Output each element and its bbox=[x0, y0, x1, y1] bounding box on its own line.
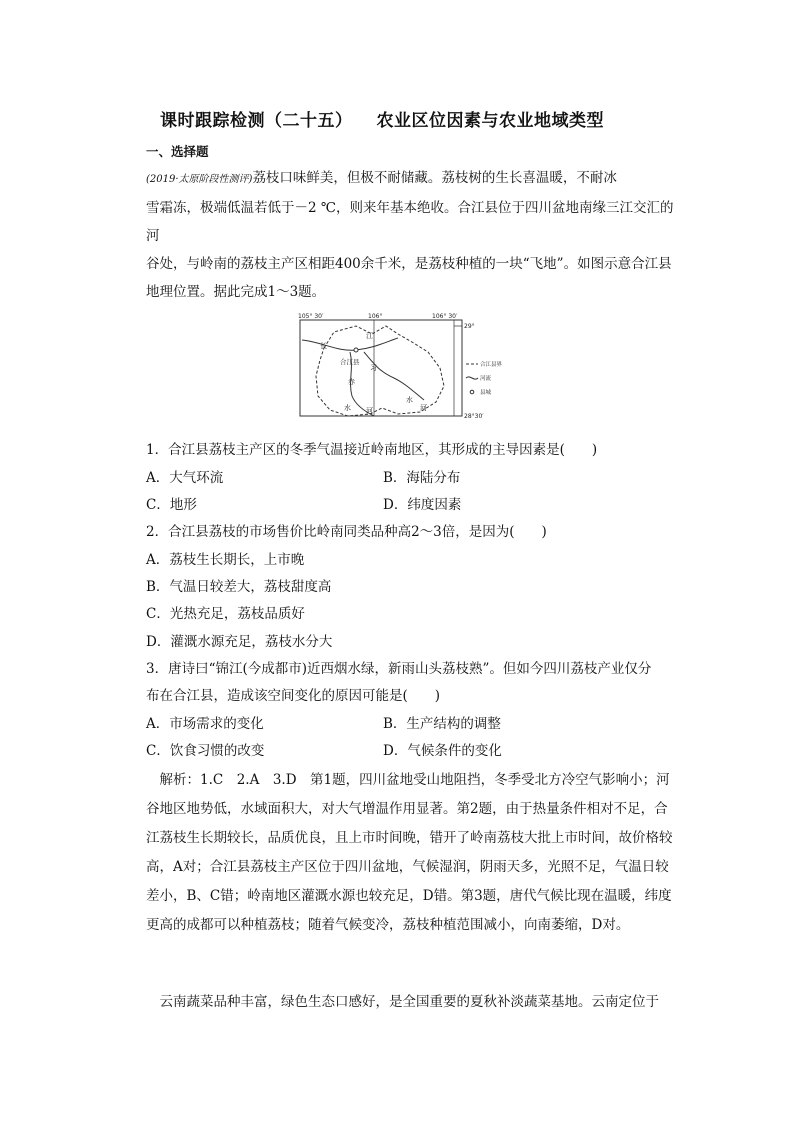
answer-line-6: 更高的成都可以种植荔枝；随着气候变冷，荔枝种植范围减小，向南萎缩，D对。 bbox=[146, 917, 630, 933]
legend-label: 河流 bbox=[480, 376, 492, 382]
river-label: 习 bbox=[370, 364, 377, 372]
question-1-option-c: C．地形 bbox=[146, 497, 197, 513]
intro-paragraph bbox=[146, 164, 676, 306]
county-name-label: 合江县 bbox=[340, 358, 360, 366]
next-line-1: 云南蔬菜品种丰富，绿色生态口感好，是全国重要的夏秋补淡蔬菜基地。云南定位于 bbox=[159, 994, 659, 1010]
question-3-option-a: A．市场需求的变化 bbox=[146, 716, 264, 732]
answer-line-3: 江荔枝生长期较长，品质优良，且上市时间晚，错开了岭南荔枝大批上市时间，故价格较 bbox=[146, 830, 673, 846]
source-note: (2019·太原阶段性测评) bbox=[146, 174, 253, 185]
question-3-stem-line-2: 布在合江县，造成该空间变化的原因可能是( ) bbox=[146, 688, 441, 704]
question-1-stem: 1．合江县荔枝主产区的冬季气温接近岭南地区，其形成的主导因素是( ) bbox=[146, 442, 598, 458]
lat-label: 29° bbox=[464, 323, 475, 330]
map-frame bbox=[300, 320, 462, 416]
yangtze-river bbox=[302, 338, 398, 350]
river-label: 长 bbox=[320, 342, 327, 350]
legend-label: 合江县界 bbox=[480, 362, 503, 368]
county-boundary bbox=[316, 326, 444, 416]
question-3-option-c: C．饮食习惯的改变 bbox=[146, 743, 265, 759]
location-map bbox=[294, 312, 508, 418]
intro-line-2: 雪霜冻，极端低温若低于－2 ℃，则来年基本绝收。合江县位于四川盆地南缘三江交汇的河 bbox=[146, 200, 674, 244]
lon-label: 106° bbox=[368, 313, 383, 320]
lon-label: 105° 30′ bbox=[298, 313, 324, 320]
river-label: 河 bbox=[366, 407, 373, 415]
lon-label: 106° 30′ bbox=[432, 313, 458, 320]
question-3-option-b: B．生产结构的调整 bbox=[383, 716, 501, 732]
legend-town-icon bbox=[470, 390, 474, 394]
page-title bbox=[160, 106, 660, 131]
question-2-option-b: B．气温日较差大，荔枝甜度高 bbox=[146, 579, 332, 595]
intro-line-1: (2019·太原阶段性测评)荔枝口味鲜美，但极不耐储藏。荔枝树的生长喜温暖，不耐冰 bbox=[146, 170, 617, 186]
legend-river-symbol bbox=[466, 377, 478, 379]
river-label: 赤 bbox=[348, 378, 355, 386]
river-label: 水 bbox=[344, 404, 351, 412]
question-2-option-c: C．光热充足，荔枝品质好 bbox=[146, 606, 305, 622]
legend-label: 县城 bbox=[480, 390, 492, 396]
question-2-option-a: A．荔枝生长期长，上市晚 bbox=[146, 552, 305, 568]
title-main: 课时跟踪检测（二十五） bbox=[160, 111, 353, 131]
county-town-icon bbox=[354, 348, 358, 352]
river-label: 水 bbox=[406, 396, 413, 404]
intro-line-4: 地理位置。据此完成1～3题。 bbox=[146, 284, 326, 300]
lat-label: 28°30′ bbox=[464, 413, 484, 418]
intro-line-3: 谷处，与岭南的荔枝主产区相距400余千米，是荔枝种植的一块“飞地”。如图示意合江县 bbox=[146, 256, 672, 272]
question-1-option-a: A．大气环流 bbox=[146, 470, 224, 486]
question-3-stem-line-1: 3．唐诗曰“锦江(今成都市)近西烟水绿，新雨山头荔枝熟”。但如今四川荔枝产业仅分 bbox=[146, 661, 652, 677]
question-1-option-d: D．纬度因素 bbox=[383, 497, 462, 513]
section-heading: 一、选择题 bbox=[146, 144, 209, 159]
answer-line-2: 谷地区地势低，水域面积大，对大气增温作用显著。第2题，由于热量条件相对不足，合 bbox=[146, 801, 668, 817]
answer-line-4: 高，A对；合江县荔枝主产区位于四川盆地，气候湿润，阴雨天多，光照不足，气温日较 bbox=[146, 859, 669, 875]
answer-line-1: 解析：1.C 2.A 3.D 第1题，四川盆地受山地阻挡，冬季受北方冷空气影响小；河 bbox=[159, 772, 670, 788]
answer-analysis bbox=[146, 766, 678, 940]
question-2-stem: 2．合江县荔枝的市场售价比岭南同类品种高2～3倍，是因为( ) bbox=[146, 524, 547, 540]
question-1-option-b: B．海陆分布 bbox=[383, 470, 461, 486]
question-3-option-d: D．气候条件的变化 bbox=[383, 743, 502, 759]
xishui-river bbox=[364, 352, 424, 400]
river-label: 河 bbox=[420, 404, 427, 412]
answer-line-5: 差小，B、C错；岭南地区灌溉水源也较充足，D错。第3题，唐代气候比现在温暖，纬度 bbox=[146, 888, 672, 904]
title-sub: 农业区位因素与农业地域类型 bbox=[376, 111, 604, 131]
river-label: 江 bbox=[366, 332, 373, 340]
question-2-option-d: D．灌溉水源充足，荔枝水分大 bbox=[146, 634, 333, 650]
next-paragraph bbox=[146, 988, 676, 1016]
